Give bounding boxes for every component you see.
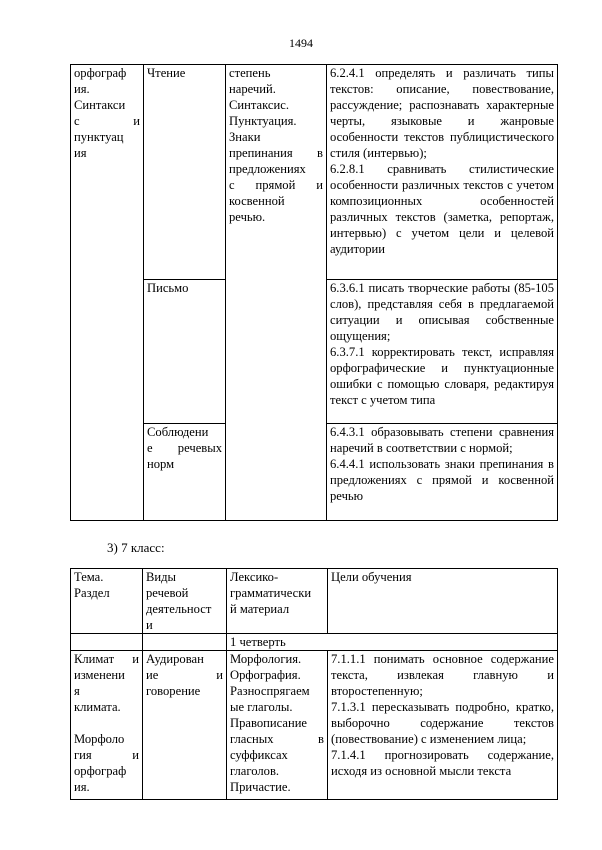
- topic-line: ия.: [74, 82, 90, 96]
- curriculum-table-grade6: [70, 64, 558, 521]
- objective-item: 7.1.1.1 понимать основное содержание текста, извлекая главную и второстепенную;: [331, 652, 554, 698]
- header-line: грамматически: [230, 586, 312, 600]
- material-line: Правописание: [230, 716, 308, 730]
- topic-line: Синтакси: [74, 98, 126, 112]
- quarter-cell-empty: [143, 634, 227, 651]
- topic-line: климата.: [74, 700, 121, 714]
- material-line: гласных в: [230, 732, 324, 746]
- section-heading: 3) 7 класс:: [107, 540, 165, 555]
- table-header-row: [71, 569, 558, 634]
- table-row: [71, 651, 558, 800]
- topic-line: с и: [74, 114, 140, 128]
- header-topic: [71, 569, 143, 634]
- header-line: Тема.: [74, 570, 104, 584]
- header-line: речевой: [146, 586, 189, 600]
- topic-line: ия: [74, 146, 87, 160]
- topic-line: изменени: [74, 668, 125, 682]
- objective-item: 6.2.4.1 определять и различать типы текстов: описание, повествование, рассуждение; распознавать характерные черты, языковые и жанровые особенности текстов публицистического стиля (интервью);: [330, 66, 554, 160]
- material-line: Морфология.: [230, 652, 302, 666]
- material-line: Причастие.: [230, 780, 291, 794]
- material-line: степень: [229, 66, 271, 80]
- header-line: Раздел: [74, 586, 110, 600]
- activity-line: говорение: [146, 684, 201, 698]
- material-cell: [227, 651, 328, 800]
- topic-line: я: [74, 684, 80, 698]
- activity-cell: [144, 424, 226, 521]
- quarter-row: [71, 634, 558, 651]
- material-line: Синтаксис.: [229, 98, 289, 112]
- objectives-cell: [328, 651, 558, 800]
- topic-line: орфограф: [74, 66, 127, 80]
- quarter-text: 1 четверть: [230, 635, 286, 649]
- objective-item: 7.1.4.1 прогнозировать содержание, исходя из основной мысли текста: [331, 748, 554, 778]
- material-line: глаголов.: [230, 764, 280, 778]
- objective-item: 6.4.4.1 использовать знаки препинания в предложениях с прямой и косвенной речью: [330, 457, 554, 503]
- topic-line: Климат и: [74, 652, 139, 666]
- activity-cell: [144, 280, 226, 424]
- objective-item: 6.2.8.1 сравнивать стилистические особенности различных текстов с учетом композиционных особенностей различных текстов (заметка, репортаж, интервью) с учетом цели и целевой аудитории: [330, 162, 554, 256]
- objectives-cell: [327, 424, 558, 521]
- material-line: Разноспрягаем: [230, 684, 310, 698]
- activity-line: Соблюдени: [147, 425, 209, 439]
- objectives-cell: [327, 280, 558, 424]
- topic-line: пунктуац: [74, 130, 124, 144]
- activity-line: Аудирован: [146, 652, 204, 666]
- topic-line: орфограф: [74, 764, 127, 778]
- header-line: й материал: [230, 602, 290, 616]
- objective-item: 7.1.3.1 пересказывать подробно, кратко, выборочно содержание текстов (повествование) с изменением лица;: [331, 700, 554, 746]
- objective-item: 6.4.3.1 образовывать степени сравнения наречий в соответствии с нормой;: [330, 425, 554, 455]
- material-line: Орфография.: [230, 668, 301, 682]
- header-objectives: [328, 569, 558, 634]
- material-line: суффиксах: [230, 748, 288, 762]
- activity-cell: [144, 65, 226, 280]
- header-line: и: [146, 618, 153, 632]
- page-number: 1494: [289, 36, 313, 50]
- topic-line: гия и: [74, 748, 139, 762]
- material-cell: [226, 65, 327, 521]
- topic-line: Морфоло: [74, 732, 125, 746]
- activity-label: Чтение: [147, 66, 186, 80]
- topic-cell: [71, 65, 144, 521]
- material-line: речью.: [229, 210, 266, 224]
- material-line: препинания в: [229, 146, 323, 160]
- objective-item: 6.3.6.1 писать творческие работы (85-105 слов), представляя себя в предлагаемой ситуации и описывая собственные ощущения;: [330, 281, 554, 343]
- material-line: предложениях: [229, 162, 306, 176]
- quarter-cell-empty: [71, 634, 143, 651]
- activity-line: норм: [147, 457, 175, 471]
- curriculum-table-grade7: [70, 568, 558, 800]
- activity-label: Письмо: [147, 281, 189, 295]
- material-line: Знаки: [229, 130, 261, 144]
- objective-item: 6.3.7.1 корректировать текст, исправляя орфографические и пунктуационные ошибки с помощью словаря, редактируя текст с учетом типа: [330, 345, 554, 407]
- topic-cell: [71, 651, 143, 800]
- material-line: с прямой и: [229, 178, 323, 192]
- table-row: [71, 65, 558, 280]
- quarter-label: [227, 634, 558, 651]
- header-activity: [143, 569, 227, 634]
- header-line: деятельност: [146, 602, 212, 616]
- header-line: Цели обучения: [331, 570, 412, 584]
- header-line: Виды: [146, 570, 177, 584]
- topic-line: ия.: [74, 780, 90, 794]
- activity-line: ие и: [146, 668, 223, 682]
- material-line: ые глаголы.: [230, 700, 293, 714]
- objectives-cell: [327, 65, 558, 280]
- material-line: Пунктуация.: [229, 114, 297, 128]
- header-material: [227, 569, 328, 634]
- material-line: косвенной: [229, 194, 285, 208]
- header-line: Лексико-: [230, 570, 279, 584]
- activity-cell: [143, 651, 227, 800]
- material-line: наречий.: [229, 82, 276, 96]
- activity-line: е речевых: [147, 441, 222, 455]
